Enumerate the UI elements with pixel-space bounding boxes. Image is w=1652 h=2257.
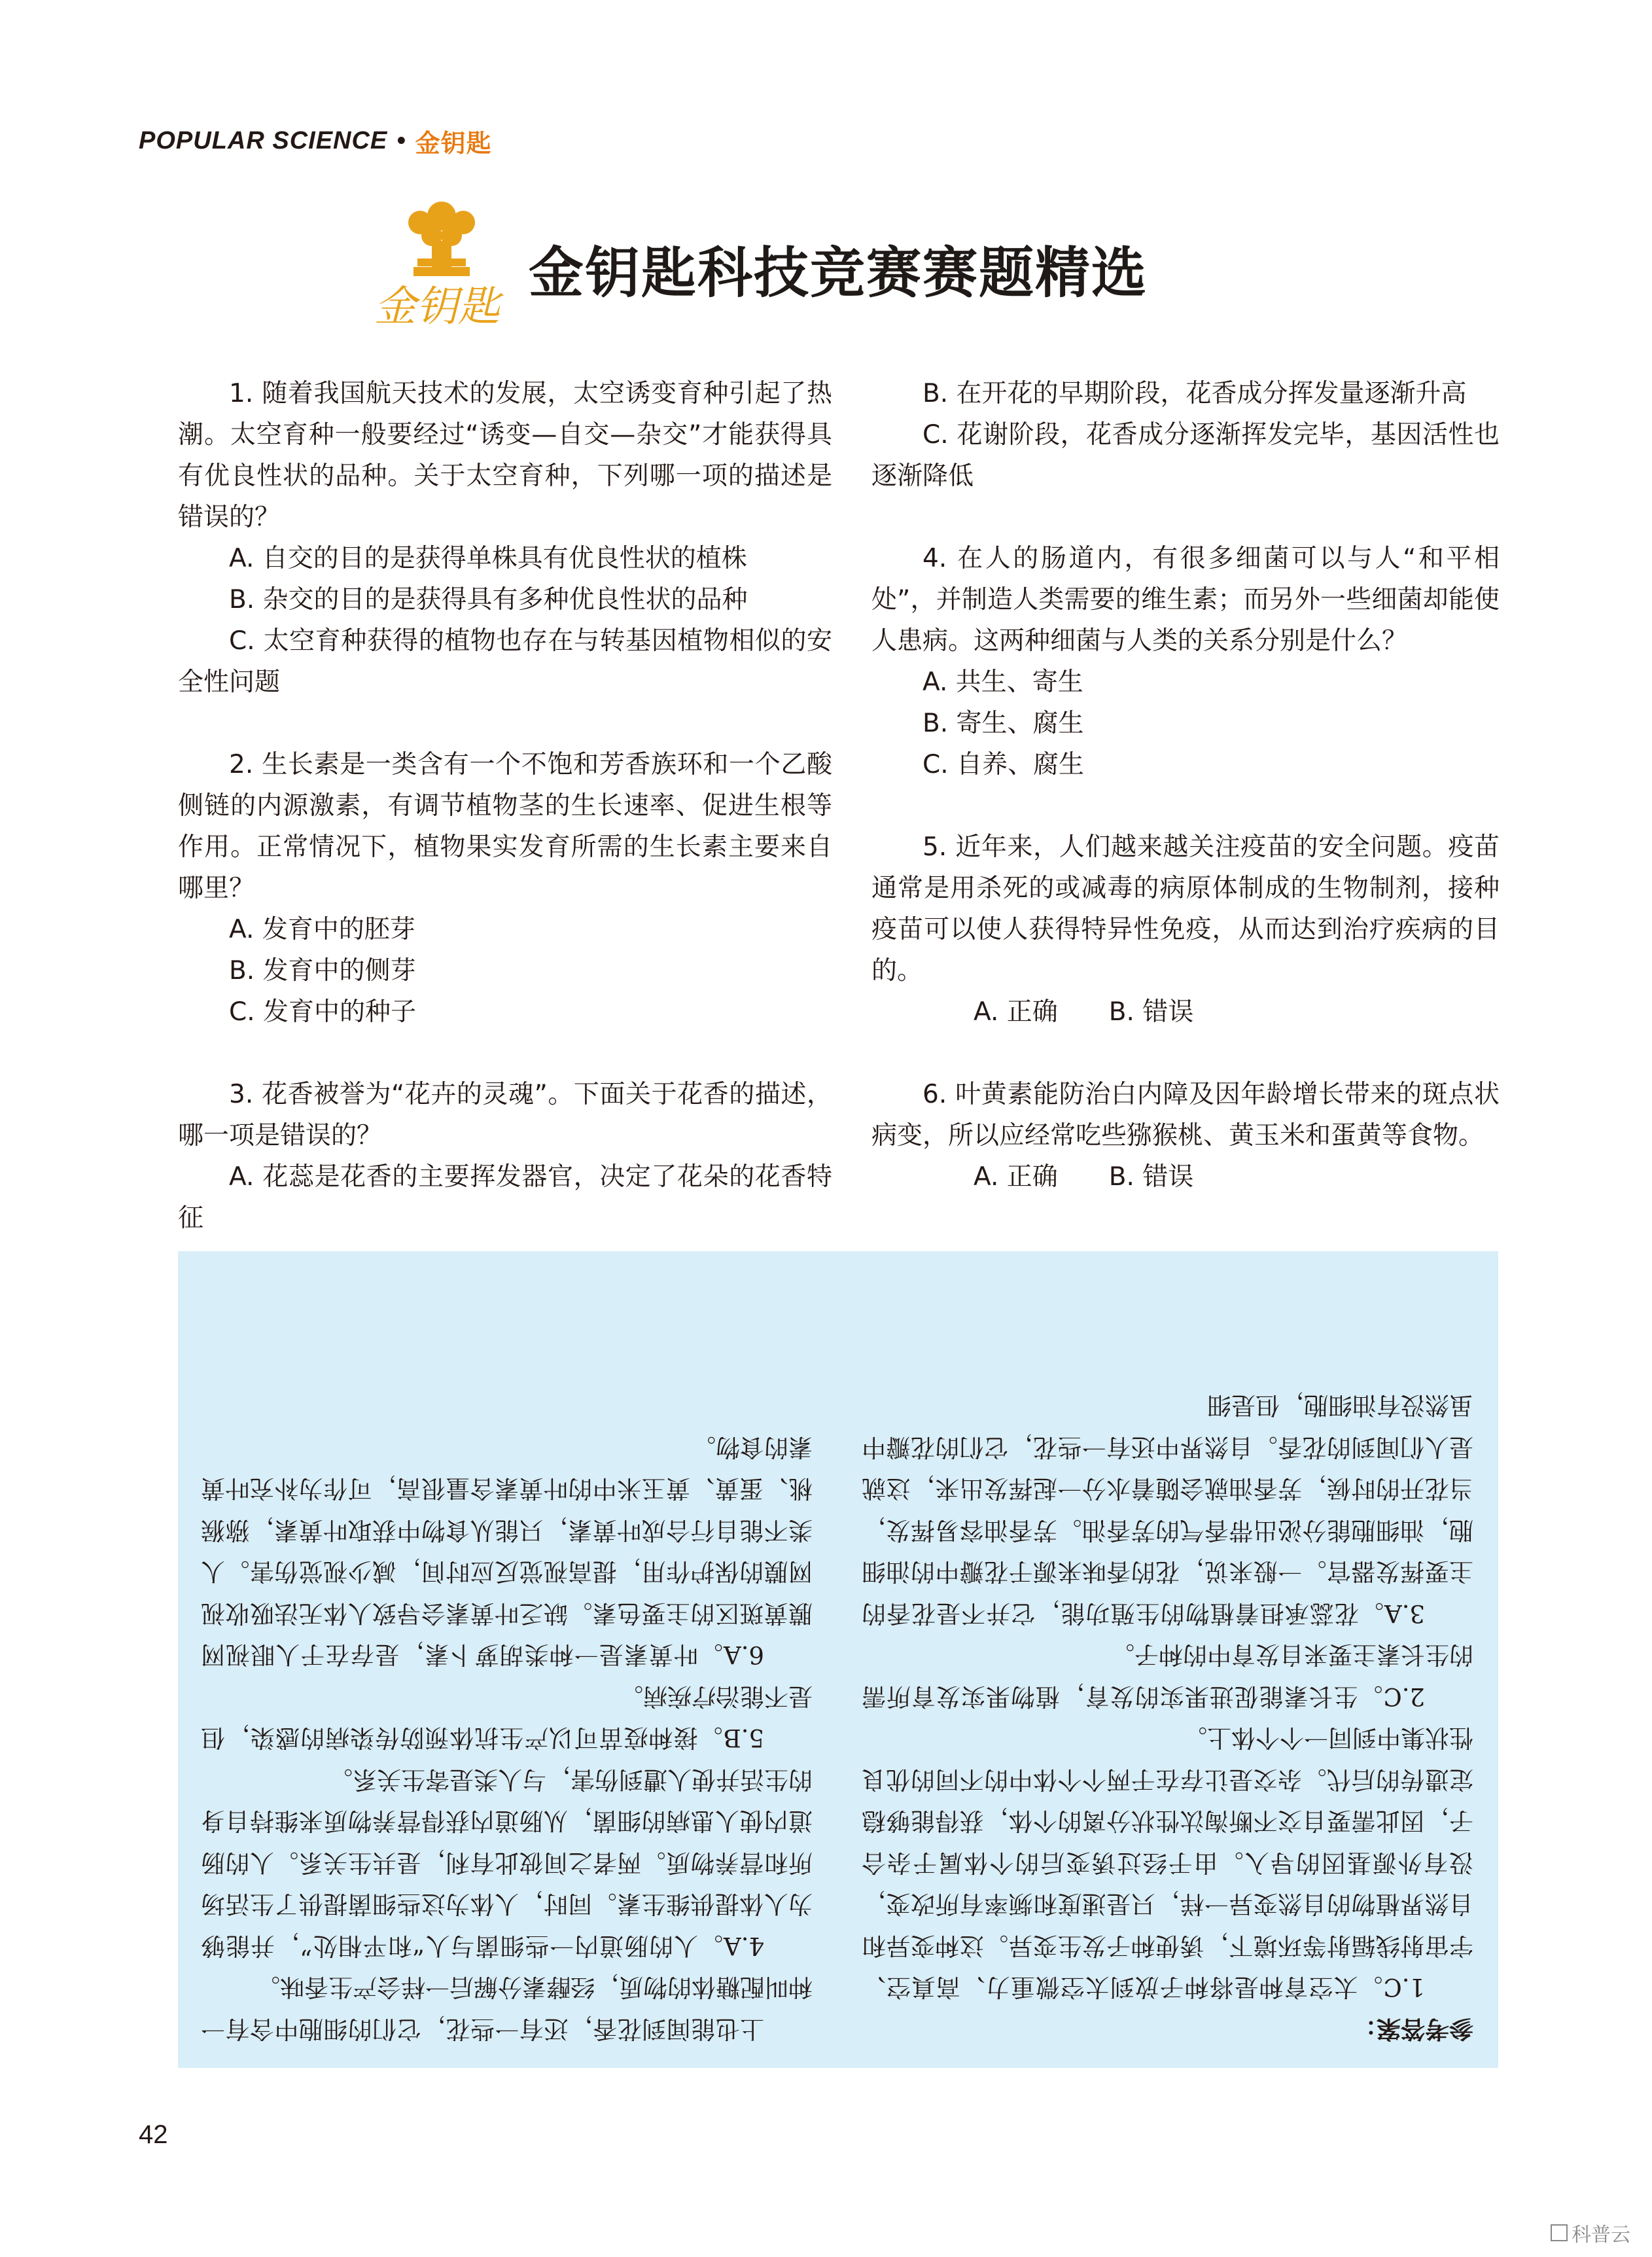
question-item xyxy=(178,373,832,703)
answers-rotated xyxy=(178,1251,1498,2068)
header-separator: • xyxy=(396,127,406,154)
answer-5: 5.B。接种疫苗可以产生抗体预防传染病的感染，但是不能治疗疾病。 xyxy=(201,1682,813,1752)
watermark-icon xyxy=(1551,2224,1568,2241)
question-option: B. 错误 xyxy=(1108,1162,1194,1192)
answer-4: 4.A。人的肠道内一些细菌与人“和平相处”，并能够为人体提供维生素。同时，人体为这些细菌提供了生活场所和营养物质。两者之间彼此有利，是共生关系。人的肠道内使人患病的细菌，从肠道内获得营养物质来维持自身的生活并使人遭到伤害，与人类是寄生关系。 xyxy=(201,1766,813,1960)
watermark-text: 科普云 xyxy=(1572,2224,1630,2247)
page-title: 金钥匙科技竞赛赛题精选 xyxy=(529,241,1148,305)
running-header xyxy=(139,123,492,159)
question-item xyxy=(871,538,1500,785)
question-stem: 6. 叶黄素能防治白内障及因年龄增长带来的斑点状病变，所以应经常吃些猕猴桃、黄玉米和蛋黄等食物。 xyxy=(871,1080,1500,1150)
section-name: POPULAR SCIENCE xyxy=(139,127,388,154)
page-number: 42 xyxy=(139,2120,168,2149)
question-3-continued xyxy=(871,373,1500,497)
question-item xyxy=(871,826,1500,1033)
question-option: A. 发育中的胚芽 xyxy=(229,915,415,944)
true-false-options xyxy=(871,1156,1500,1198)
question-option: A. 自交的目的是获得单株具有优良性状的植株 xyxy=(229,544,747,573)
question-stem: 1. 随着我国航天技术的发展，太空诱变育种引起了热潮。太空育种一般要经过“诱变—自交—杂交”才能获得具有优良性状的品种。关于太空育种，下列哪一项的描述是错误的？ xyxy=(178,379,832,532)
question-option: C. 花谢阶段，花香成分逐渐挥发完毕，基因活性也逐渐降低 xyxy=(871,420,1500,491)
question-option: A. 正确 xyxy=(974,1162,1058,1192)
questions-left-column xyxy=(178,373,832,1280)
question-option: B. 杂交的目的是获得具有多种优良性状的品种 xyxy=(229,585,748,614)
answer-box xyxy=(178,1251,1498,2068)
true-false-options xyxy=(871,991,1500,1033)
question-option: B. 寄生、腐生 xyxy=(923,709,1084,738)
question-item xyxy=(178,1074,832,1239)
question-option: B. 错误 xyxy=(1108,997,1194,1027)
answers-column-2 xyxy=(201,1427,813,2050)
answer-3-cont: 上也能闻到花香，还有一些花，它们的细胞中含有一种叫配糖体的物质，经酵素分解后一样会产生香味。 xyxy=(201,1973,813,2043)
question-option: B. 发育中的侧芽 xyxy=(229,956,416,986)
golden-key-logo xyxy=(366,190,517,334)
question-option: C. 太空育种获得的植物也存在与转基因植物相似的安全性问题 xyxy=(178,626,832,697)
column-name: 金钥匙 xyxy=(415,129,492,158)
question-option: A. 花蕊是花香的主要挥发器官，决定了花朵的花香特征 xyxy=(178,1162,832,1233)
question-stem: 3. 花香被誉为“花卉的灵魂”。下面关于花香的描述，哪一项是错误的？ xyxy=(178,1080,832,1150)
answers-column-1 xyxy=(862,1385,1473,2050)
questions-right-column xyxy=(871,373,1500,1239)
answer-3: 3.A。花蕊承担着植物的生殖功能，它并不是花香的主要挥发器官。一般来说，花的香味来源于花瓣中的油细胞，油细胞能分泌出带香气的芳香油。芳香油容易挥发，当花开的时候，芳香油就会随着水分一起挥发出来，这就是人们闻到的花香。自然界中还有一些花，它们的花瓣中虽然没有油细胞，但是细 xyxy=(862,1391,1473,1627)
watermark xyxy=(1551,2218,1630,2247)
question-item xyxy=(871,1074,1500,1198)
question-option: C. 自养、腐生 xyxy=(923,750,1085,779)
question-item xyxy=(178,744,832,1033)
question-stem: 5. 近年来，人们越来越关注疫苗的安全问题。疫苗通常是用杀死的或减毒的病原体制成的生物制剂，接种疫苗可以使人获得特异性免疫，从而达到治疗疾病的目的。 xyxy=(871,832,1500,986)
answer-1: 1.C。太空育种是将种子放到太空微重力、高真空、宇宙射线辐射等环境下，诱使种子发生变异。这种变异和自然界植物的自然变异一样，只是速度和频率有所改变，没有外源基因的导入。由于经过诱变后的个体属于杂合子，因此需要自交不断淘汰性状分离的个体，获得能够稳定遗传的后代。杂交是让存在于两个个体中的不同的优良性状集中到同一个个体上。 xyxy=(862,1724,1473,2002)
question-option: B. 在开花的早期阶段，花香成分挥发量逐渐升高 xyxy=(923,379,1467,408)
answer-6: 6.A。叶黄素是一种类胡萝卜素，是存在于人眼视网膜黄斑区的主要色素。缺乏叶黄素会导致人体无法吸收视网膜的保护作用，提高视觉反应时间，减少视觉伤害。人类不能自行合成叶黄素，只能从食物中获取叶黄素，猕猴桃、蛋黄、黄玉米中的叶黄素含量很高，可作为补充叶黄素的食物。 xyxy=(201,1433,813,1669)
question-stem: 2. 生长素是一类含有一个不饱和芳香族环和一个乙酸侧链的内源激素，有调节植物茎的生长速率、促进生根等作用。正常情况下，植物果实发育所需的生长素主要来自哪里？ xyxy=(178,750,832,903)
logo-text: 金钥匙 xyxy=(374,283,500,331)
question-option: C. 发育中的种子 xyxy=(229,997,417,1027)
question-option: A. 正确 xyxy=(974,997,1058,1027)
answer-2: 2.C。生长素能促进果实的发育，植物果实发育所需的生长素主要来自发育中的种子。 xyxy=(862,1641,1473,1711)
question-stem: 4. 在人的肠道内，有很多细菌可以与人“和平相处”，并制造人类需要的维生素；而另外一些细菌却能使人患病。这两种细菌与人类的关系分别是什么？ xyxy=(871,544,1500,656)
question-option: A. 共生、寄生 xyxy=(923,667,1083,697)
answers-title: 参考答案： xyxy=(1352,2015,1473,2044)
